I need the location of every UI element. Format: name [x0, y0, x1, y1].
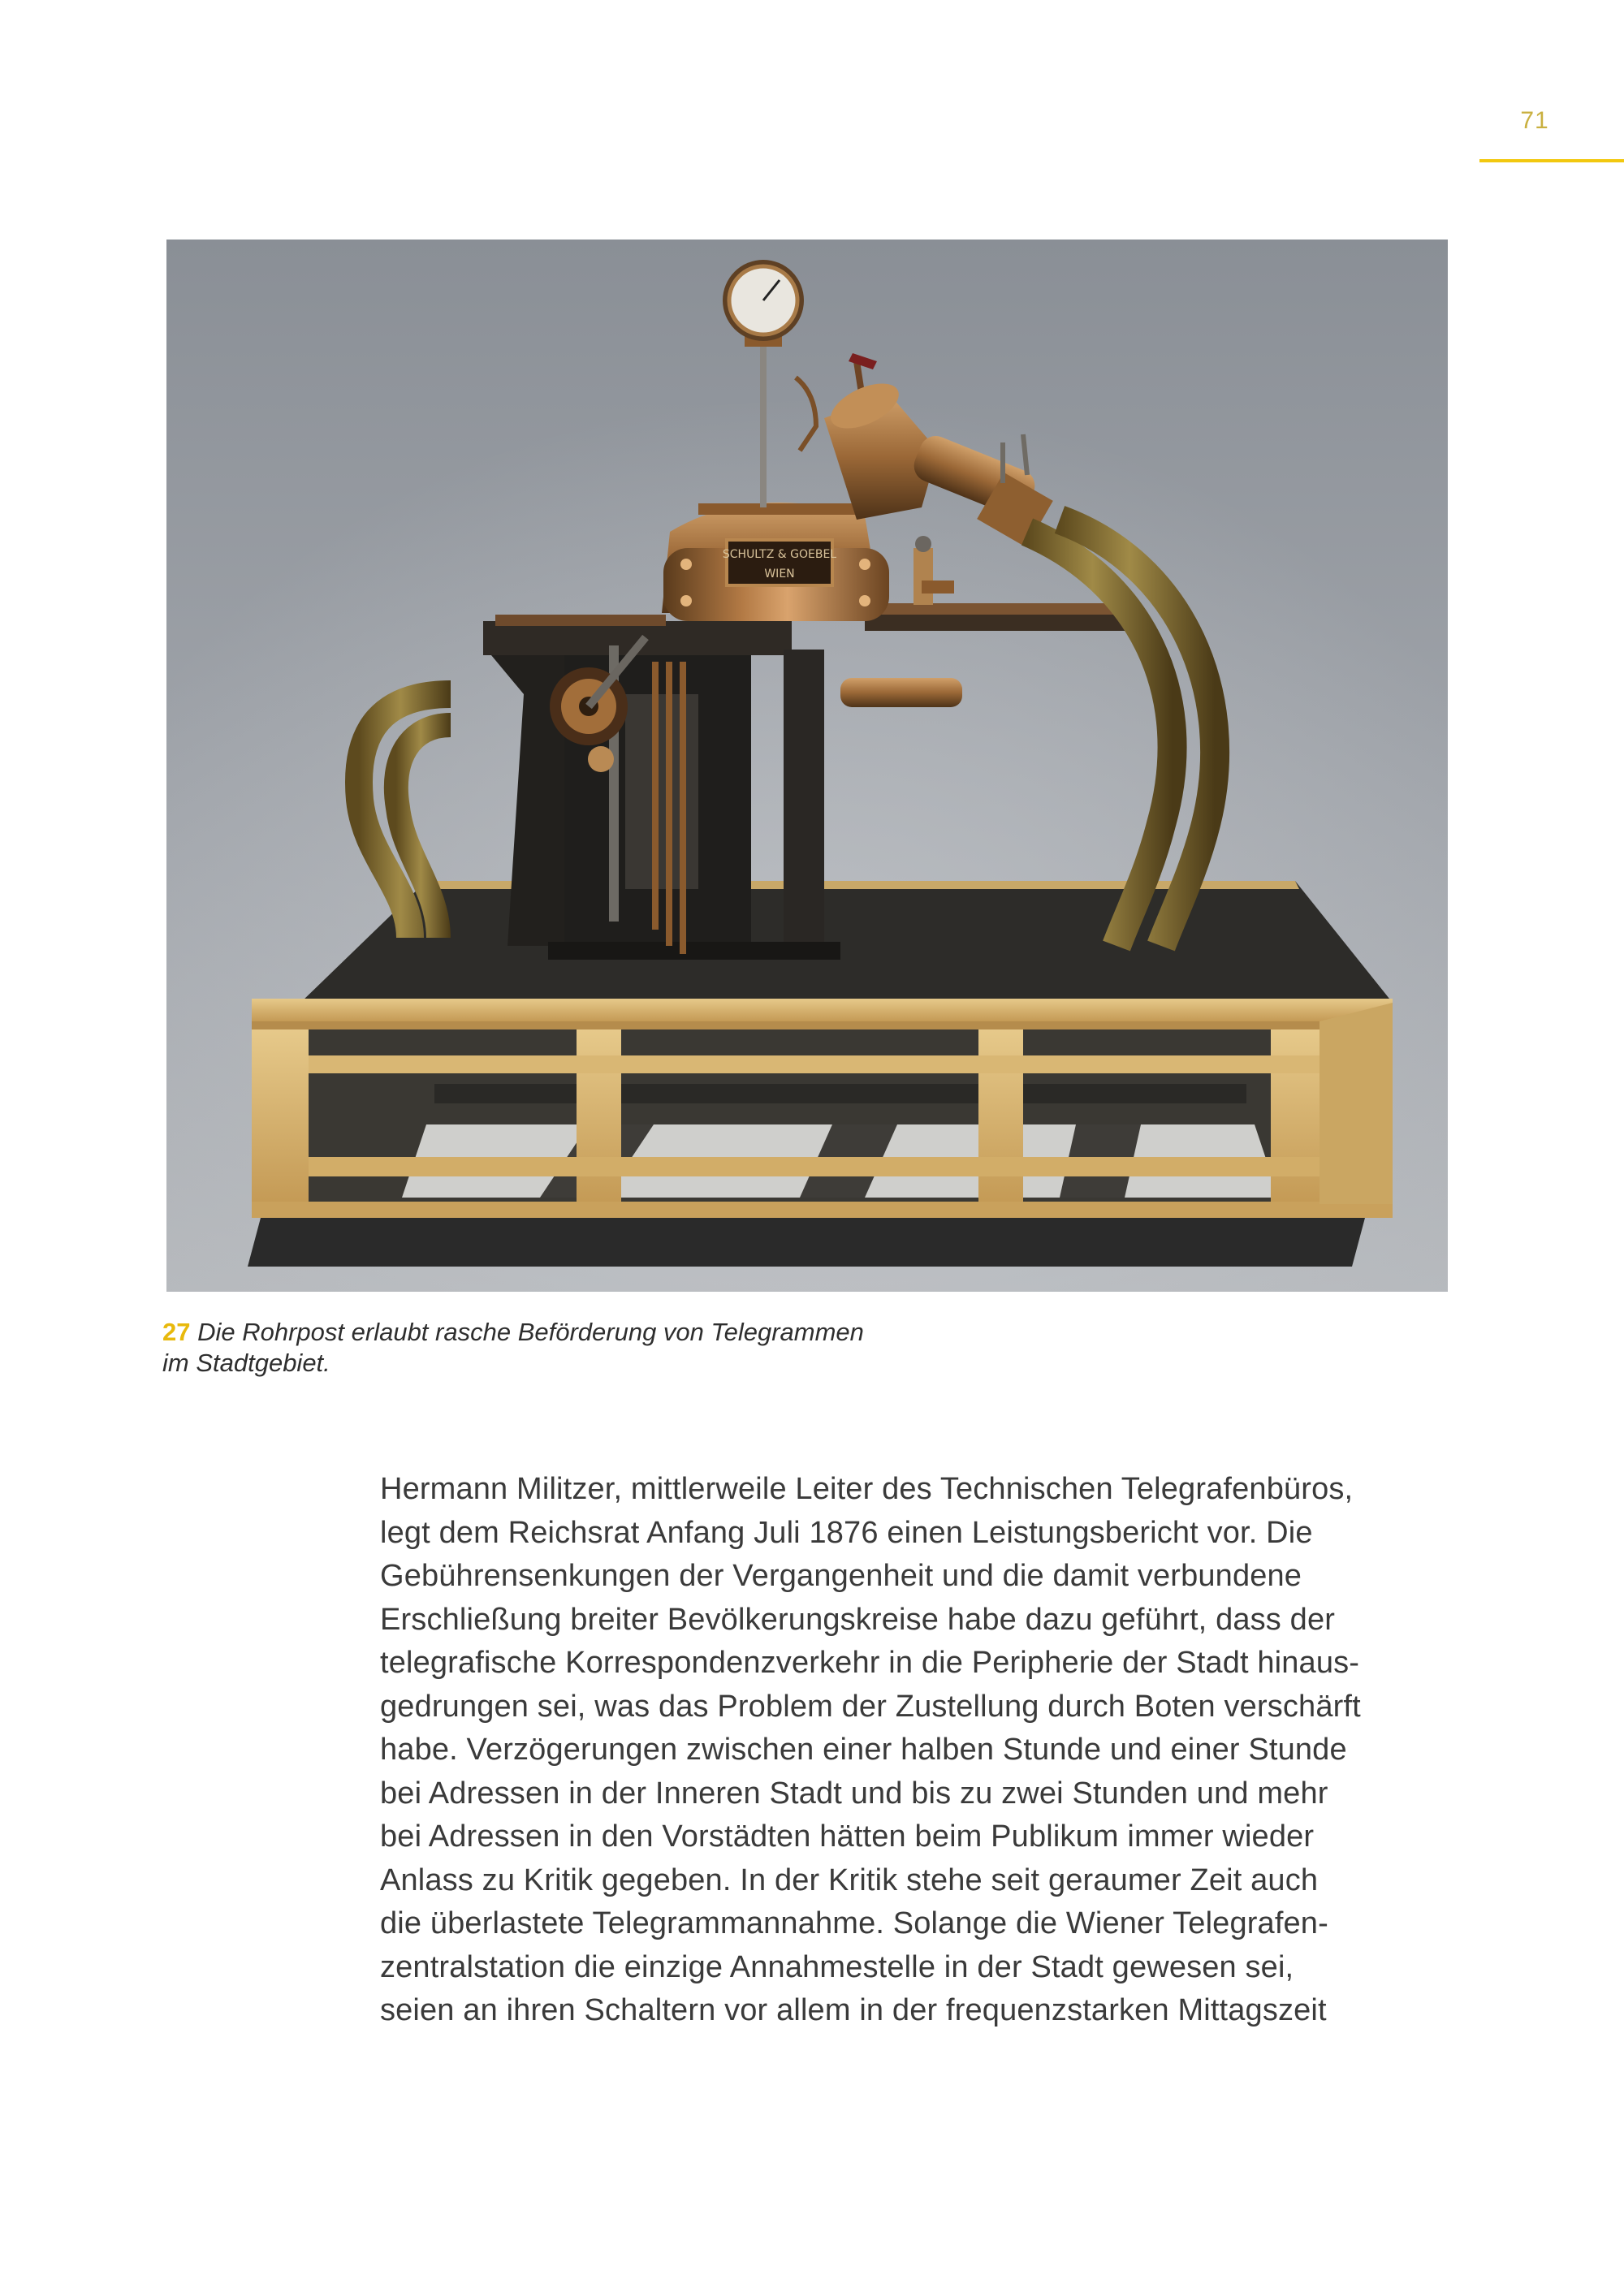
figure-caption-line-1: Die Rohrpost erlaubt rasche Beförderung von Telegrammen	[197, 1318, 864, 1346]
body-line: bei Adressen in der Inneren Stadt und bis zu zwei Stunden und mehr	[380, 1776, 1328, 1811]
maker-plate-name: SCHULTZ & GOEBEL	[722, 548, 837, 561]
figure-caption	[162, 1317, 974, 1379]
body-line: Erschließung breiter Bevölkerungskreise habe dazu geführt, dass der	[380, 1602, 1336, 1637]
figure-caption-line-2: im Stadtgebiet.	[162, 1349, 330, 1377]
body-line: gedrungen sei, was das Problem der Zustellung durch Boten verschärft	[380, 1689, 1361, 1724]
page-number: 71	[1520, 107, 1549, 134]
body-line: zentralstation die einzige Annahmestelle in der Stadt gewesen sei,	[380, 1949, 1294, 1984]
body-line: legt dem Reichsrat Anfang Juli 1876 einen Leistungsbericht vor. Die	[380, 1515, 1313, 1550]
body-line: Hermann Militzer, mittlerweile Leiter des Technischen Telegrafenbüros,	[380, 1472, 1354, 1506]
body-line: seien an ihren Schaltern vor allem in der frequenzstarken Mittagszeit	[380, 1993, 1327, 2027]
figure-number: 27	[162, 1318, 191, 1346]
body-line: habe. Verzögerungen zwischen einer halben Stunde und einer Stunde	[380, 1733, 1347, 1767]
body-line: Anlass zu Kritik gegeben. In der Kritik stehe seit geraumer Zeit auch	[380, 1863, 1319, 1897]
maker-plate-city: WIEN	[764, 568, 795, 581]
figure-photo-pneumatic-tube-machine	[166, 240, 1448, 1292]
body-line: die überlastete Telegrammannahme. Solange die Wiener Telegrafen-	[380, 1906, 1328, 1940]
body-line: bei Adressen in den Vorstädten hätten beim Publikum immer wieder	[380, 1819, 1315, 1854]
body-line: telegrafische Korrespondenzverkehr in die Peripherie der Stadt hinaus-	[380, 1646, 1360, 1680]
body-paragraph	[380, 1468, 1444, 2033]
page-number-rule	[1479, 159, 1624, 162]
body-line: Gebührensenkungen der Vergangenheit und die damit verbundene	[380, 1559, 1302, 1593]
